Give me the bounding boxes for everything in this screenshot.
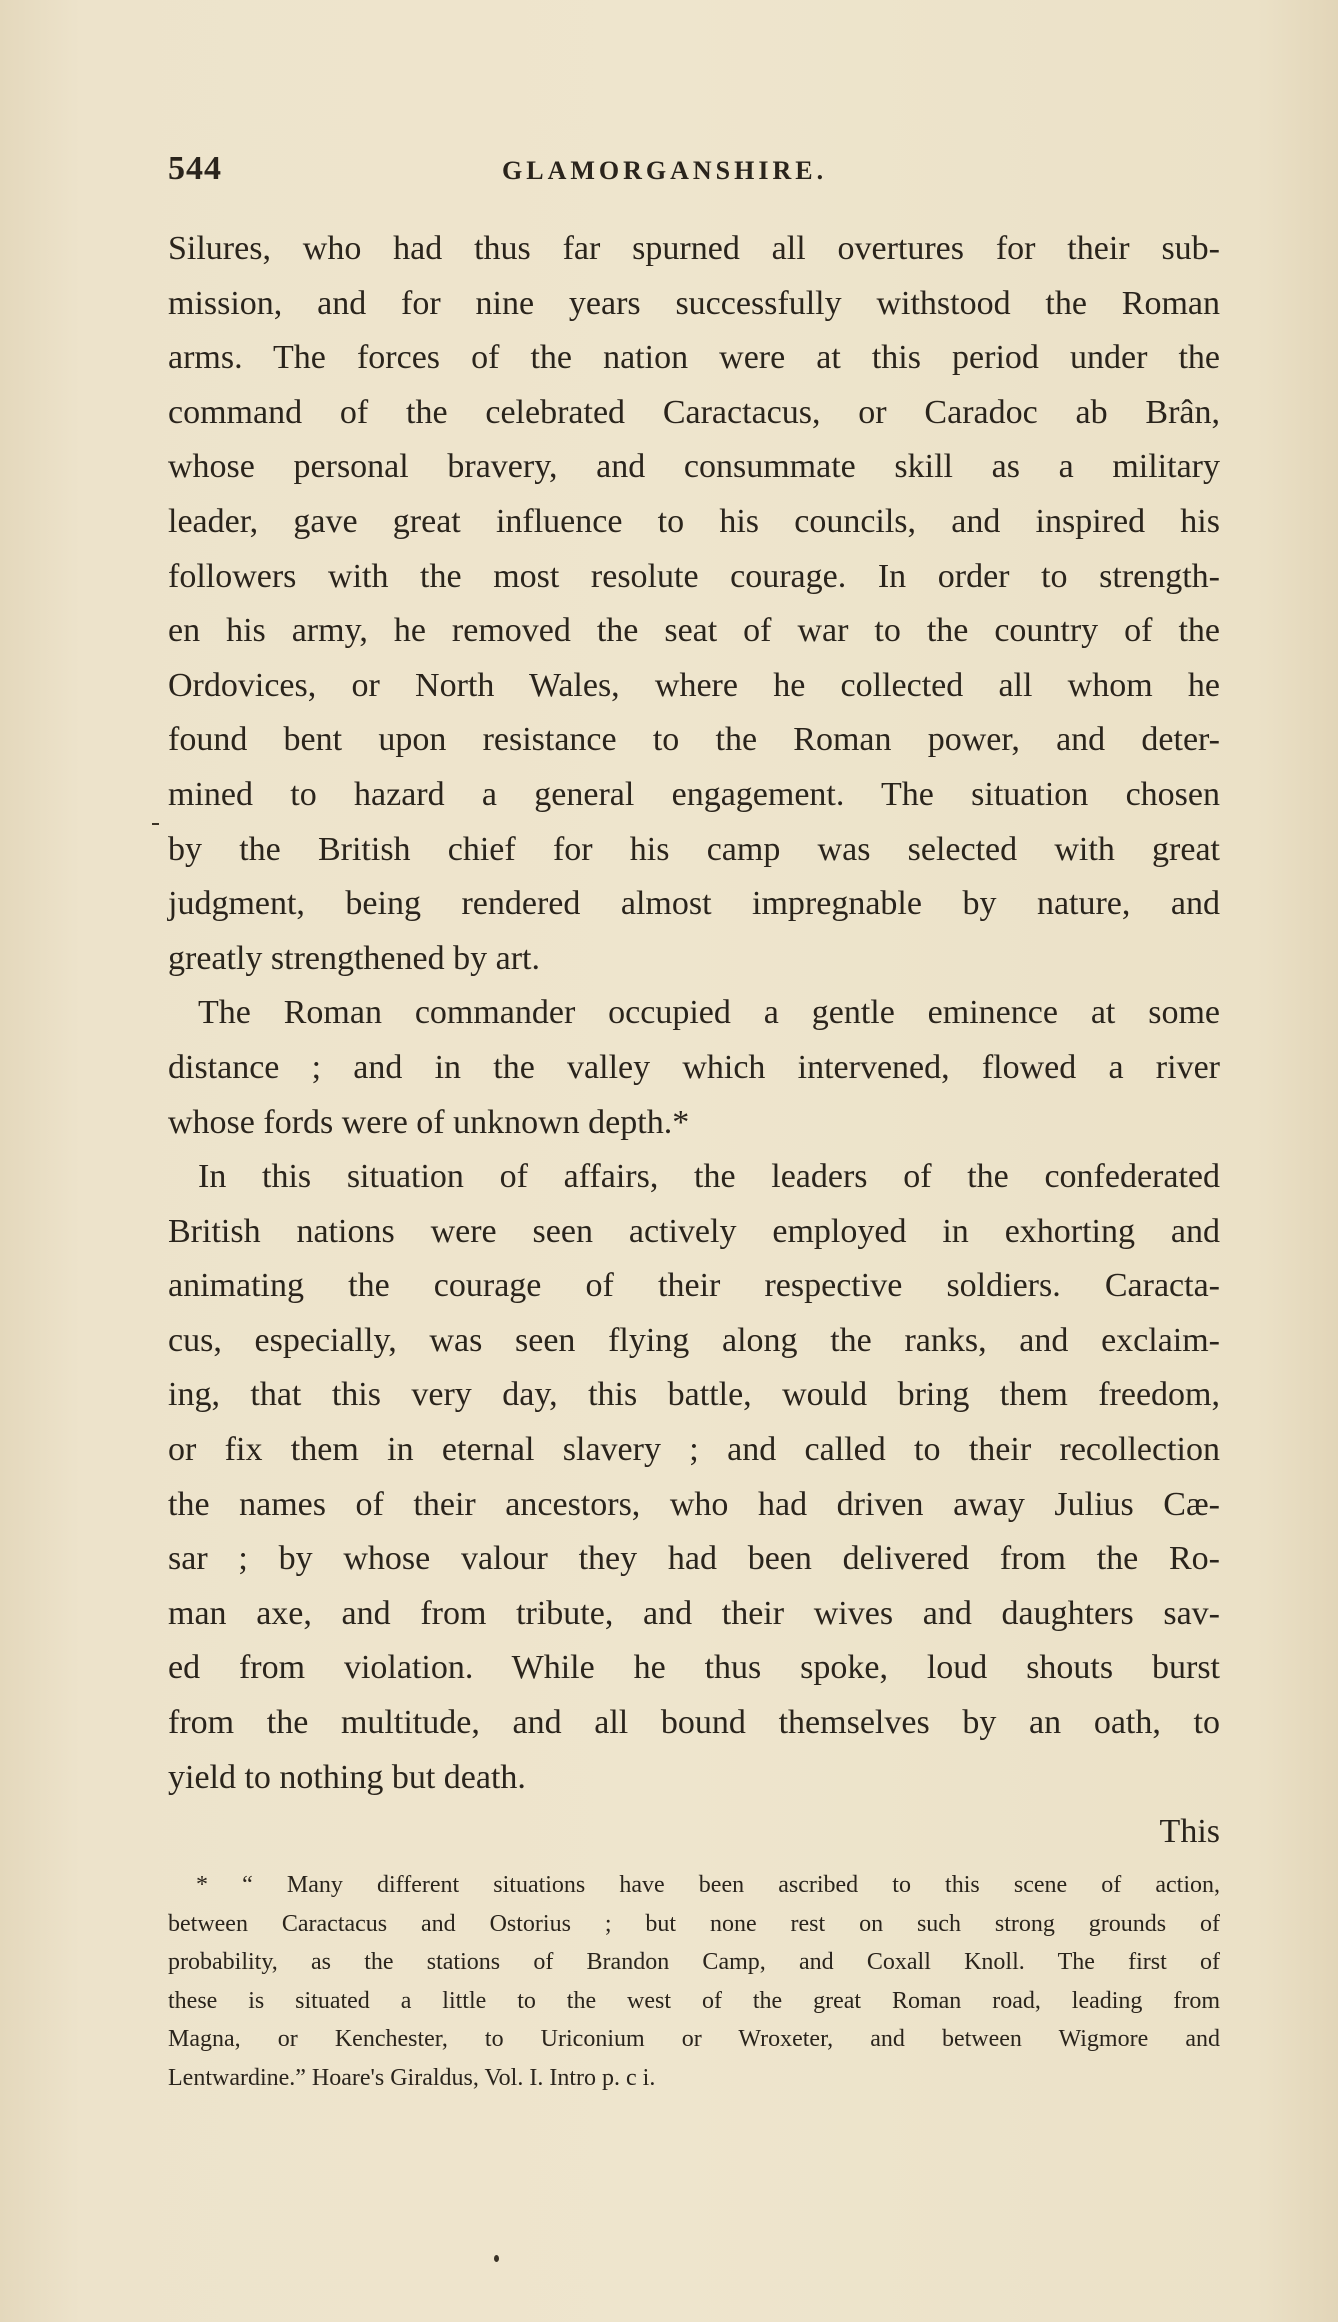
text-line: the names of their ancestors, who had driven away Julius Cæ-	[168, 1485, 1220, 1523]
text-line: followers with the most resolute courage. In order to strength-	[168, 557, 1220, 595]
text-line: British nations were seen actively employed in exhorting and	[168, 1212, 1220, 1250]
text-line: from the multitude, and all bound themselves by an oath, to	[168, 1704, 1220, 1742]
text-line: man axe, and from tribute, and their wives and daughters sav-	[168, 1594, 1220, 1632]
running-head: GLAMORGANSHIRE.	[502, 156, 828, 185]
ink-dot	[494, 2255, 499, 2262]
page-number: 544	[168, 150, 222, 187]
text-line: In this situation of affairs, the leaders of the confederated	[198, 1158, 1220, 1196]
body-text	[168, 222, 1220, 1860]
text-line: Ordovices, or North Wales, where he collected all whom he	[168, 666, 1220, 704]
margin-mark	[152, 823, 159, 825]
text-line: mined to hazard a general engagement. The situation chosen	[168, 775, 1220, 813]
text-line: ing, that this very day, this battle, would bring them freedom,	[168, 1376, 1220, 1414]
text-line: greatly strengthened by art.	[168, 939, 540, 977]
text-line: judgment, being rendered almost impregnable by nature, and	[168, 885, 1220, 923]
text-line: cus, especially, was seen flying along the ranks, and exclaim-	[168, 1321, 1220, 1359]
text-line: ed from violation. While he thus spoke, loud shouts burst	[168, 1649, 1220, 1687]
footnote-line: Lentwardine.” Hoare's Giraldus, Vol. I. Intro p. c i.	[168, 2064, 656, 2091]
text-line: en his army, he removed the seat of war to the country of the	[168, 612, 1220, 650]
text-line: whose personal bravery, and consummate skill as a military	[168, 448, 1220, 486]
footnote-line: Magna, or Kenchester, to Uriconium or Wroxeter, and between Wigmore and	[168, 2026, 1220, 2053]
text-line: found bent upon resistance to the Roman power, and deter-	[168, 721, 1220, 759]
text-line: command of the celebrated Caractacus, or Caradoc ab Brân,	[168, 393, 1220, 431]
catchword: This	[1159, 1813, 1220, 1851]
page-header	[168, 150, 1228, 190]
footnote-line: these is situated a little to the west of the great Roman road, leading from	[168, 1987, 1220, 2014]
footnote-line: * “ Many different situations have been ascribed to this scene of action,	[196, 1872, 1220, 1898]
text-line: by the British chief for his camp was selected with great	[168, 830, 1220, 868]
text-line: leader, gave great influence to his councils, and inspired his	[168, 502, 1220, 540]
text-line: distance ; and in the valley which intervened, flowed a river	[168, 1048, 1220, 1086]
footnote-line: probability, as the stations of Brandon Camp, and Coxall Knoll. The first of	[168, 1949, 1220, 1976]
text-line: arms. The forces of the nation were at this period under the	[168, 339, 1220, 377]
text-line: mission, and for nine years successfully withstood the Roman	[168, 284, 1220, 322]
text-line: yield to nothing but death.	[168, 1758, 526, 1796]
text-line: sar ; by whose valour they had been delivered from the Ro-	[168, 1540, 1220, 1578]
text-line: or fix them in eternal slavery ; and called to their recollection	[168, 1431, 1220, 1469]
footnote-line: between Caractacus and Ostorius ; but none rest on such strong grounds of	[168, 1910, 1220, 1937]
text-line: animating the courage of their respective soldiers. Caracta-	[168, 1267, 1220, 1305]
text-line: whose fords were of unknown depth.*	[168, 1103, 690, 1141]
text-line: Silures, who had thus far spurned all overtures for their sub-	[168, 230, 1220, 267]
text-line: The Roman commander occupied a gentle eminence at some	[198, 994, 1220, 1032]
footnote	[168, 1866, 1220, 2098]
